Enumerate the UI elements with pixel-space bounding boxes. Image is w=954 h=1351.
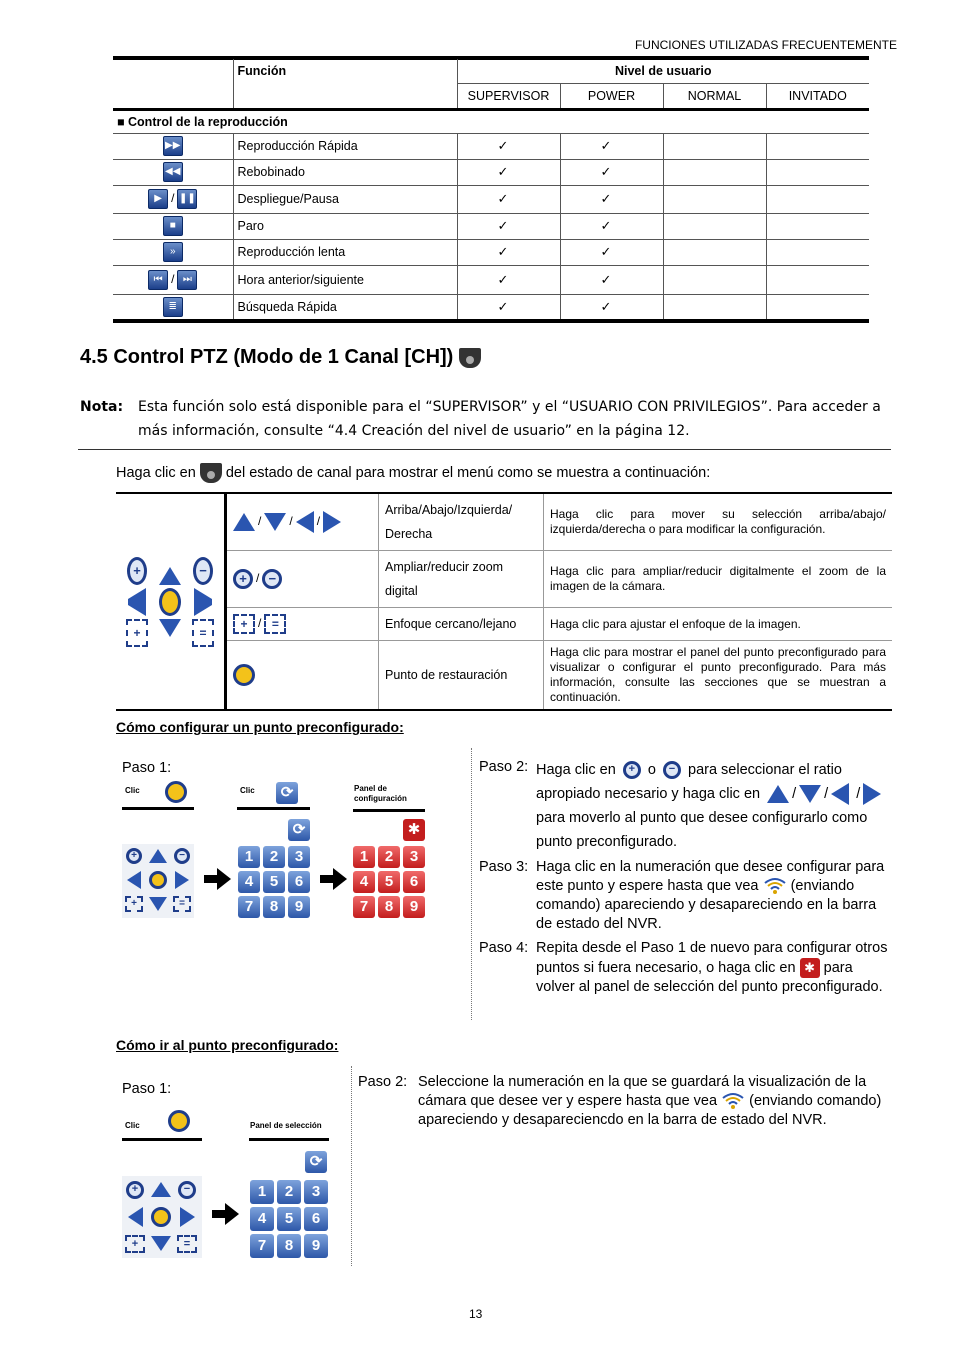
next-icon: ⏭ bbox=[177, 270, 197, 290]
arrow-down-icon bbox=[264, 513, 286, 531]
number-key: 5 bbox=[263, 871, 285, 893]
panel-label: Panel de selección bbox=[250, 1121, 322, 1130]
arrow-down-icon bbox=[149, 897, 167, 911]
arrow-down-icon bbox=[799, 785, 821, 803]
function-name: Reproducción Rápida bbox=[233, 133, 457, 159]
panel-label: Panel de configuración bbox=[354, 784, 407, 803]
zoom-out-icon: − bbox=[178, 1181, 196, 1199]
step-text: o bbox=[647, 762, 656, 778]
focus-far-icon: = bbox=[192, 619, 214, 647]
slash: / bbox=[171, 191, 175, 206]
gear-icon: ✱ bbox=[800, 958, 820, 978]
step-label: Paso 3: bbox=[479, 859, 529, 875]
number-key: 1 bbox=[250, 1180, 274, 1204]
ptz-camera-icon bbox=[200, 463, 222, 483]
refresh-icon: ⟳ bbox=[288, 819, 310, 841]
config-step1-label: Paso 1: bbox=[122, 760, 172, 776]
pause-icon: ❚❚ bbox=[177, 189, 197, 209]
step-3 bbox=[479, 858, 889, 934]
note-text: Esta función solo está disponible para el “SUPERVISOR” y el “USUARIO CON PRIVILEGIOS”. Para acceder a más información, consulte “4.4 Creación del nivel de usuario” en la página 12. bbox=[138, 399, 881, 439]
permissions-table bbox=[113, 59, 869, 320]
check-mark: ✓ bbox=[560, 265, 663, 294]
check-mark: ✓ bbox=[560, 159, 663, 185]
slash: / bbox=[258, 616, 262, 631]
number-key: 4 bbox=[353, 871, 375, 893]
ptz-panel bbox=[122, 557, 218, 647]
zoom-out-icon: − bbox=[193, 557, 213, 585]
slash: / bbox=[824, 786, 829, 802]
number-key: 8 bbox=[263, 896, 285, 918]
menu-bar bbox=[249, 1138, 329, 1141]
gear-icon: ✱ bbox=[403, 819, 425, 841]
fast-forward-icon: ▶▶ bbox=[163, 136, 183, 156]
table-row bbox=[113, 213, 869, 239]
intro-line bbox=[116, 463, 710, 483]
focus-far-icon: = bbox=[173, 896, 191, 912]
goto-step-2 bbox=[358, 1073, 890, 1130]
arrow-right-icon bbox=[863, 783, 881, 805]
table-row bbox=[113, 133, 869, 159]
control-name: Enfoque cercano/lejano bbox=[379, 608, 544, 641]
arrow-left-icon bbox=[296, 511, 314, 533]
zoom-in-icon: + bbox=[623, 761, 641, 779]
focus-near-icon: + bbox=[125, 1235, 145, 1253]
ptz-panel-mini bbox=[122, 1176, 202, 1258]
number-key: 6 bbox=[304, 1207, 328, 1231]
function-name: Búsqueda Rápida bbox=[233, 294, 457, 320]
slash: / bbox=[258, 514, 262, 529]
number-key: 2 bbox=[277, 1180, 301, 1204]
config-steps bbox=[479, 758, 889, 1002]
divider bbox=[471, 748, 472, 1020]
function-name: Hora anterior/siguiente bbox=[233, 265, 457, 294]
check-mark: ✓ bbox=[457, 294, 560, 320]
zoom-out-icon: − bbox=[663, 761, 681, 779]
refresh-icon: ⟳ bbox=[276, 782, 298, 804]
section-label: ■ Control de la reproducción bbox=[113, 109, 869, 133]
number-key: 1 bbox=[238, 846, 260, 868]
arrow-left-icon bbox=[128, 1207, 143, 1227]
table-row bbox=[116, 608, 892, 641]
table-row bbox=[113, 239, 869, 265]
refresh-icon: ⟳ bbox=[305, 1151, 327, 1173]
check-mark: ✓ bbox=[560, 213, 663, 239]
table-row bbox=[116, 551, 892, 608]
step-2 bbox=[479, 758, 889, 854]
focus-near-icon: + bbox=[125, 896, 143, 912]
focus-far-icon: = bbox=[264, 614, 286, 634]
table-row bbox=[116, 641, 892, 711]
number-key: 2 bbox=[378, 846, 400, 868]
function-name: Despliegue/Pausa bbox=[233, 185, 457, 213]
arrow-right-icon bbox=[175, 871, 189, 889]
check-mark: ✓ bbox=[457, 213, 560, 239]
slash: / bbox=[856, 786, 861, 802]
control-description: Haga clic para mover su selección arriba/abajo/ izquierda/derecha o para modificar la configuración. bbox=[544, 493, 893, 551]
number-pad-select bbox=[250, 1180, 328, 1258]
number-key: 7 bbox=[353, 896, 375, 918]
number-pad-red bbox=[353, 846, 425, 918]
function-name: Paro bbox=[233, 213, 457, 239]
slash: / bbox=[316, 514, 321, 529]
number-pad-blue bbox=[238, 846, 310, 918]
check-mark: ✓ bbox=[560, 185, 663, 213]
number-key: 3 bbox=[403, 846, 425, 868]
arrow-shaft bbox=[320, 875, 334, 883]
arrow-right-icon bbox=[194, 588, 212, 616]
intro-after: del estado de canal para mostrar el menú como se muestra a continuación: bbox=[225, 464, 711, 481]
number-key: 6 bbox=[403, 871, 425, 893]
level-invitado: INVITADO bbox=[766, 83, 869, 109]
number-key: 9 bbox=[304, 1234, 328, 1258]
flow-arrow-icon bbox=[225, 1203, 239, 1225]
ptz-controls-table bbox=[116, 492, 892, 711]
check-mark: ✓ bbox=[560, 133, 663, 159]
check-mark: ✓ bbox=[560, 294, 663, 320]
clic-label: Clic bbox=[125, 1121, 140, 1130]
preset-key-icon bbox=[233, 664, 255, 686]
number-key: 5 bbox=[378, 871, 400, 893]
number-key: 7 bbox=[250, 1234, 274, 1258]
table-bottom-rule bbox=[113, 319, 869, 323]
quick-search-icon: ≣ bbox=[163, 297, 183, 317]
arrow-up-icon bbox=[233, 513, 255, 531]
zoom-in-icon: + bbox=[127, 557, 147, 585]
number-key: 2 bbox=[263, 846, 285, 868]
check-mark: ✓ bbox=[457, 159, 560, 185]
number-key: 9 bbox=[403, 896, 425, 918]
slash: / bbox=[792, 786, 797, 802]
step-text: Repita desde el Paso 1 de nuevo para configurar otros puntos si fuera necesario, o haga clic en bbox=[536, 940, 888, 976]
function-name: Rebobinado bbox=[233, 159, 457, 185]
zoom-out-icon: − bbox=[262, 569, 282, 589]
arrow-left-icon bbox=[128, 588, 146, 616]
slash: / bbox=[171, 271, 175, 286]
number-key: 6 bbox=[288, 871, 310, 893]
config-heading: Cómo configurar un punto preconfigurado: bbox=[116, 719, 404, 735]
table-row bbox=[113, 185, 869, 213]
level-supervisor: SUPERVISOR bbox=[457, 83, 560, 109]
goto-step1-label: Paso 1: bbox=[122, 1081, 172, 1097]
arrow-left-icon bbox=[127, 871, 141, 889]
ptz-camera-icon bbox=[459, 348, 481, 368]
number-key: 9 bbox=[288, 896, 310, 918]
control-name: Punto de restauración bbox=[379, 641, 544, 711]
zoom-in-icon: + bbox=[233, 569, 253, 589]
step-text: para volver al panel de selección del punto preconfigurado. bbox=[536, 959, 883, 995]
preset-key-icon bbox=[159, 588, 181, 616]
number-key: 3 bbox=[288, 846, 310, 868]
number-key: 7 bbox=[238, 896, 260, 918]
step-4 bbox=[479, 939, 889, 997]
step-text: Haga clic en bbox=[536, 762, 616, 778]
col-level-header: Nivel de usuario bbox=[457, 59, 869, 83]
number-key: 4 bbox=[238, 871, 260, 893]
play-icon: ▶ bbox=[148, 189, 168, 209]
note-box bbox=[78, 390, 891, 450]
menu-bar bbox=[353, 809, 425, 812]
menu-bar bbox=[237, 807, 310, 810]
flow-arrow-icon bbox=[217, 868, 231, 890]
step-label: Paso 2: bbox=[479, 759, 529, 775]
step-text: para seleccionar el ratio apropiado necesario y haga clic en bbox=[536, 762, 842, 802]
table-row bbox=[113, 294, 869, 320]
number-key: 4 bbox=[250, 1207, 274, 1231]
focus-far-icon: = bbox=[177, 1235, 197, 1253]
number-key: 3 bbox=[304, 1180, 328, 1204]
arrow-shaft bbox=[212, 1210, 226, 1218]
table-row bbox=[113, 159, 869, 185]
check-mark: ✓ bbox=[457, 265, 560, 294]
table-header-row bbox=[113, 59, 869, 83]
zoom-in-icon: + bbox=[126, 1181, 144, 1199]
level-power: POWER bbox=[560, 83, 663, 109]
stop-icon: ■ bbox=[163, 216, 183, 236]
step-text: Haga clic en la numeración que desee configurar para este punto y espere hasta que vea bbox=[536, 859, 885, 894]
number-key: 1 bbox=[353, 846, 375, 868]
zoom-in-icon: + bbox=[126, 848, 142, 864]
focus-near-icon: + bbox=[126, 619, 148, 647]
wifi-signal-icon bbox=[721, 1092, 745, 1110]
control-name: Arriba/Abajo/Izquierda/ Derecha bbox=[379, 493, 544, 551]
slash: / bbox=[256, 571, 260, 586]
table-row bbox=[116, 493, 892, 551]
menu-bar bbox=[122, 807, 194, 810]
step-text: Seleccione la numeración en la que se guardará la visualización de la cámara que desee ver y espere hasta que vea bbox=[418, 1074, 867, 1109]
step-text: (enviando comando) apareciendo y desapareciendo en la barra de estado del NVR. bbox=[536, 878, 877, 932]
note-label: Nota: bbox=[80, 399, 124, 415]
control-description: Haga clic para ajustar el enfoque de la imagen. bbox=[544, 608, 893, 641]
previous-icon: ⏮ bbox=[148, 270, 168, 290]
ptz-panel-preview bbox=[116, 493, 226, 710]
arrow-down-icon bbox=[151, 1236, 171, 1251]
level-normal: NORMAL bbox=[663, 83, 766, 109]
check-mark: ✓ bbox=[457, 185, 560, 213]
arrow-shaft bbox=[204, 875, 218, 883]
ptz-panel-mini bbox=[122, 844, 194, 918]
slow-play-icon: » bbox=[163, 242, 183, 262]
clic-label: Clic bbox=[240, 786, 255, 795]
arrow-down-icon bbox=[159, 619, 181, 647]
number-key: 5 bbox=[277, 1207, 301, 1231]
function-name: Reproducción lenta bbox=[233, 239, 457, 265]
arrow-up-icon bbox=[767, 785, 789, 803]
check-mark: ✓ bbox=[457, 133, 560, 159]
arrow-up-icon bbox=[151, 1182, 171, 1197]
number-key: 8 bbox=[378, 896, 400, 918]
focus-near-icon: + bbox=[233, 614, 255, 634]
arrow-up-icon bbox=[159, 557, 181, 585]
step-label: Paso 4: bbox=[479, 940, 529, 956]
zoom-out-icon: − bbox=[174, 848, 190, 864]
divider bbox=[351, 1066, 352, 1266]
number-key: 8 bbox=[277, 1234, 301, 1258]
section-heading bbox=[80, 346, 481, 369]
intro-before: Haga clic en bbox=[116, 464, 196, 481]
section-title-text: 4.5 Control PTZ (Modo de 1 Canal [CH]) bbox=[80, 346, 454, 368]
check-mark: ✓ bbox=[457, 239, 560, 265]
slash: / bbox=[289, 514, 293, 529]
check-mark: ✓ bbox=[560, 239, 663, 265]
preset-key-icon bbox=[165, 781, 187, 803]
arrow-right-icon bbox=[180, 1207, 195, 1227]
control-name: Ampliar/reducir zoom digital bbox=[379, 551, 544, 608]
step-text: (enviando comando) apareciendo y desapareciencdo en la barra de estado del NVR. bbox=[418, 1093, 882, 1128]
running-header: FUNCIONES UTILIZADAS FRECUENTEMENTE bbox=[634, 38, 897, 52]
goto-steps bbox=[358, 1073, 890, 1135]
preset-key-icon bbox=[168, 1110, 190, 1132]
control-description: Haga clic para mostrar el panel del punto preconfigurado para visualizar o configurar el punto preconfigurado. Para más información, consulte las secciones que se muestran a continuación. bbox=[550, 645, 886, 704]
step-label: Paso 2: bbox=[358, 1074, 408, 1090]
table-row bbox=[113, 265, 869, 294]
arrow-left-icon bbox=[831, 783, 849, 805]
col-function-header: Función bbox=[233, 59, 457, 109]
menu-bar bbox=[122, 1138, 202, 1141]
rewind-icon: ◀◀ bbox=[163, 162, 183, 182]
arrow-right-icon bbox=[323, 511, 341, 533]
flow-arrow-icon bbox=[333, 868, 347, 890]
goto-heading: Cómo ir al punto preconfigurado: bbox=[116, 1037, 339, 1053]
preset-key-icon bbox=[151, 1207, 171, 1227]
arrow-up-icon bbox=[149, 849, 167, 863]
control-description: Haga clic para ampliar/reducir digitalmente el zoom de la imagen de la cámara. bbox=[544, 551, 893, 608]
step-text: para moverlo al punto que desee configurarlo como punto preconfigurado. bbox=[536, 810, 868, 850]
preset-key-icon bbox=[149, 871, 167, 889]
wifi-signal-icon bbox=[763, 877, 787, 895]
section-row bbox=[113, 109, 869, 133]
page-number: 13 bbox=[469, 1307, 483, 1321]
clic-label: Clic bbox=[125, 786, 140, 795]
